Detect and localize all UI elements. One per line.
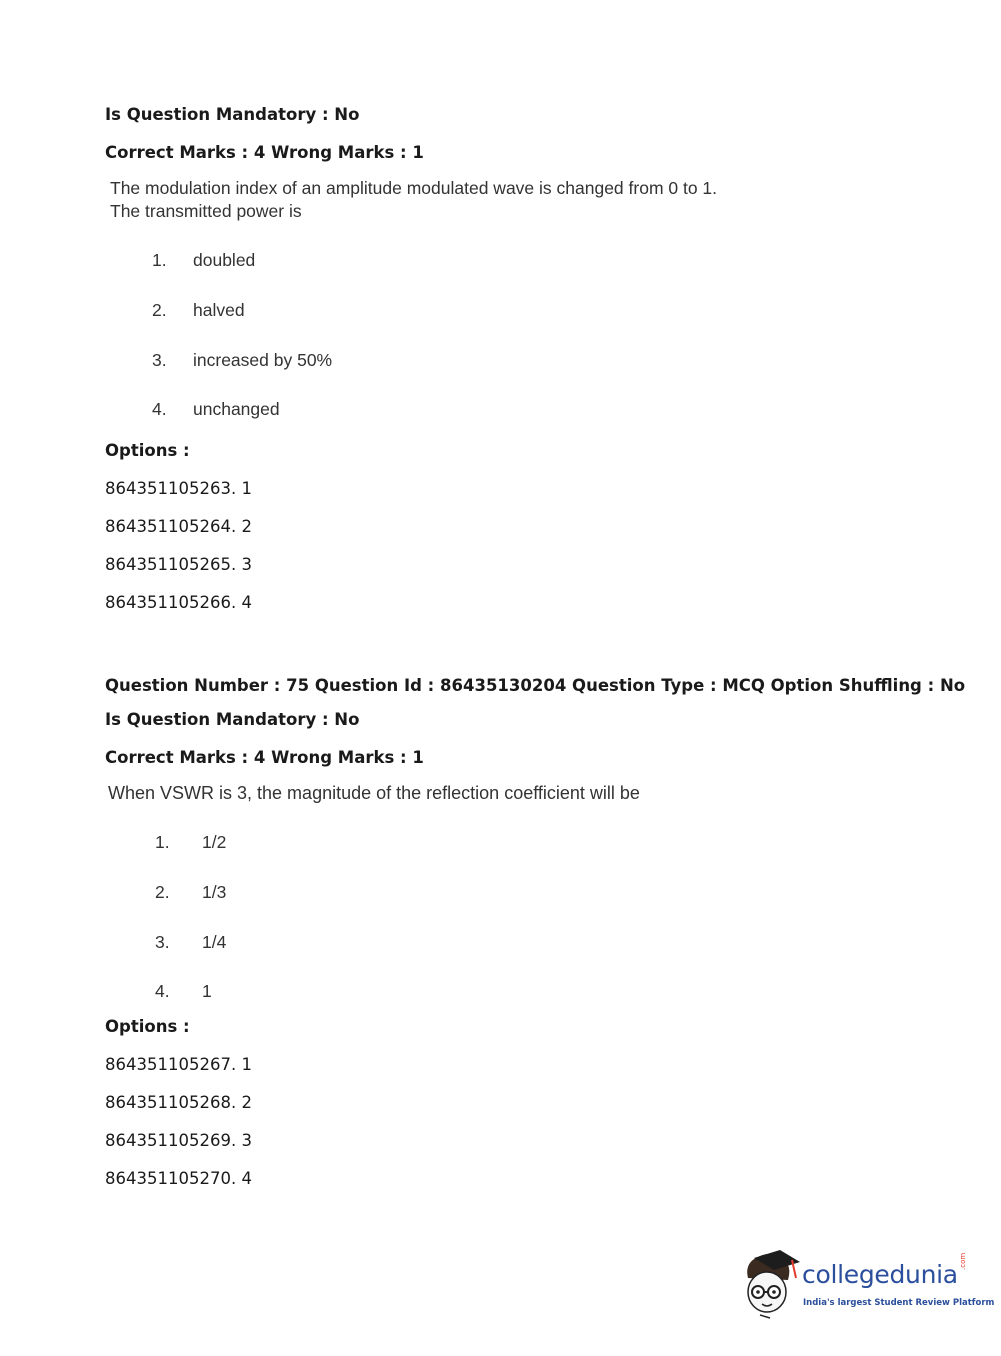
q75-option-2: 864351105268. 2: [105, 1093, 252, 1112]
q74-option-4: 864351105266. 4: [105, 593, 252, 612]
q74-options-label: Options :: [105, 441, 190, 460]
q75-question-text: When VSWR is 3, the magnitude of the reflection coefficient will be: [108, 783, 640, 803]
q75-options-label: Options :: [105, 1017, 190, 1036]
logo-tagline: India's largest Student Review Platform: [803, 1298, 995, 1308]
logo-wordmark: collegedunia: [802, 1260, 958, 1289]
q75-option-3: 864351105269. 3: [105, 1131, 252, 1150]
q74-question-line-2: The transmitted power is: [110, 201, 302, 221]
q75-marks: Correct Marks : 4 Wrong Marks : 1: [105, 748, 424, 767]
q74-option-1: 864351105263. 1: [105, 479, 252, 498]
q74-marks: Correct Marks : 4 Wrong Marks : 1: [105, 143, 424, 162]
logo-com: .com: [959, 1252, 967, 1270]
q75-option-1: 864351105267. 1: [105, 1055, 252, 1074]
q75-mandatory: Is Question Mandatory : No: [105, 710, 360, 729]
q75-option-4: 864351105270. 4: [105, 1169, 252, 1188]
q74-option-3: 864351105265. 3: [105, 555, 252, 574]
q74-question-text: [110, 177, 717, 223]
q74-option-2: 864351105264. 2: [105, 517, 252, 536]
q74-mandatory: Is Question Mandatory : No: [105, 105, 360, 124]
q74-question-line-1: The modulation index of an amplitude modulated wave is changed from 0 to 1.: [110, 178, 718, 198]
collegedunia-logo: [740, 1248, 995, 1320]
mascot-icon: [740, 1248, 802, 1320]
q75-header: Question Number : 75 Question Id : 86435130204 Question Type : MCQ Option Shuffling : No: [105, 676, 966, 695]
